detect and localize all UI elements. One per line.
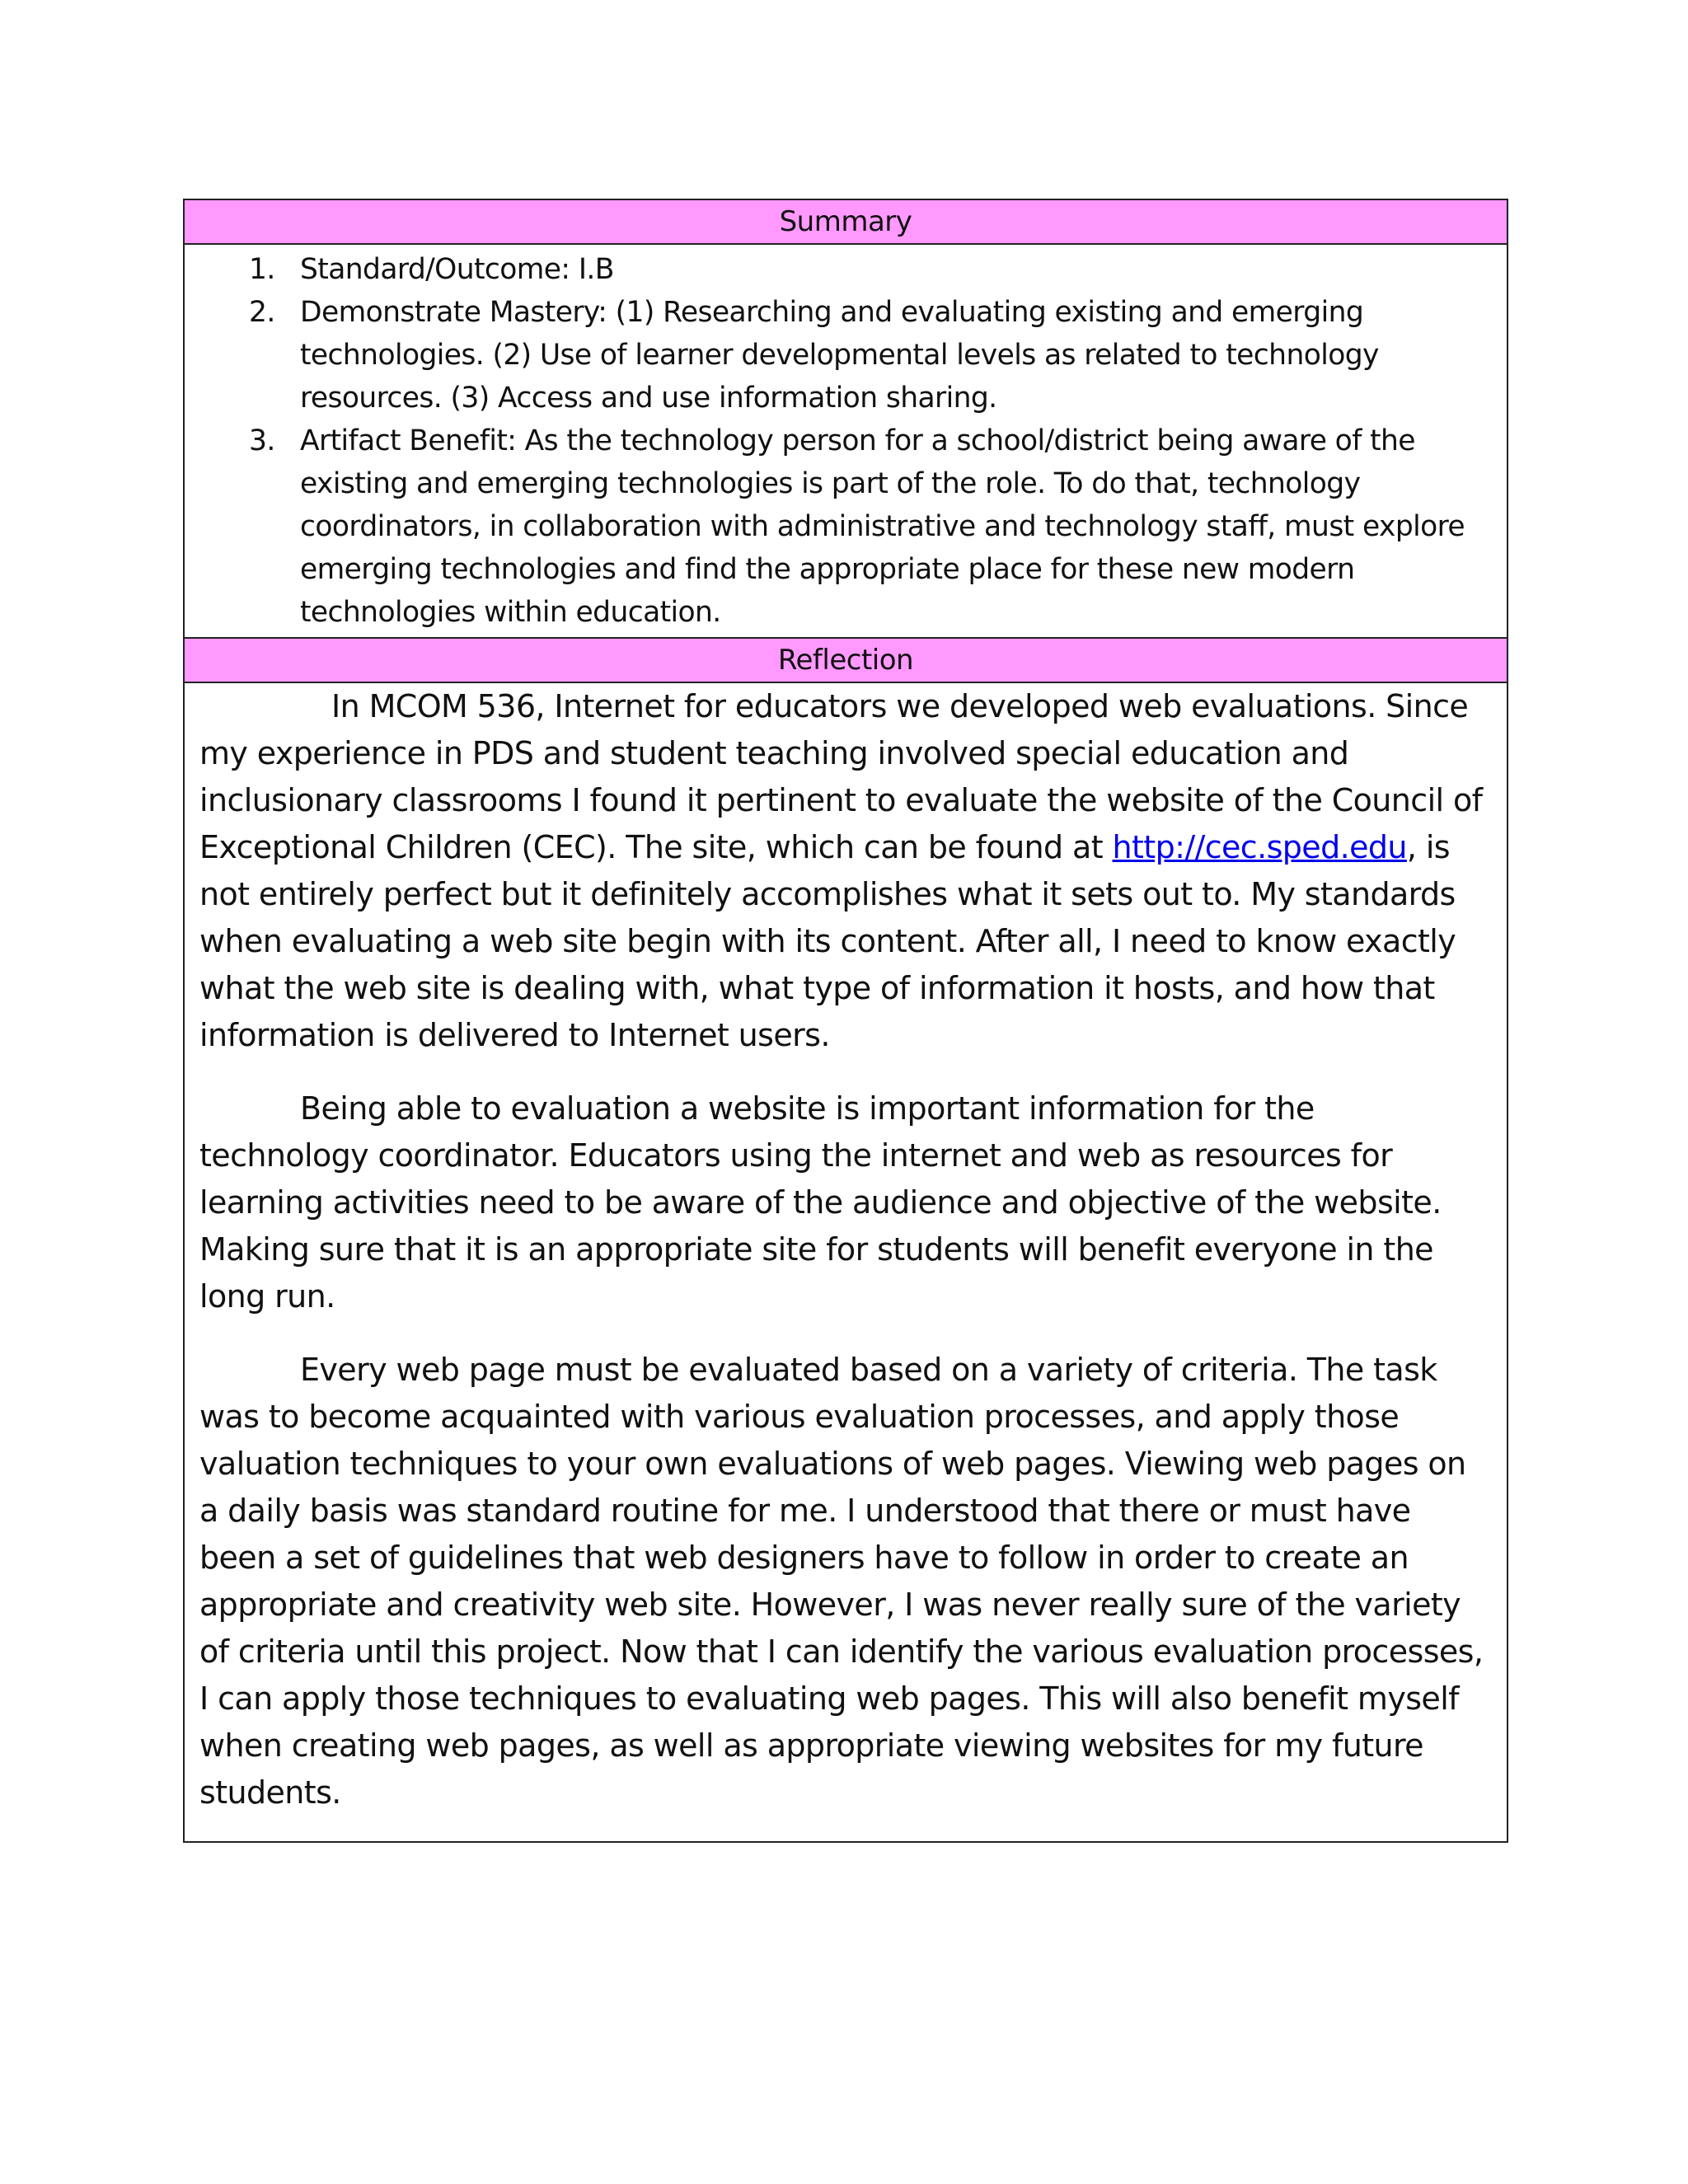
summary-item-artifact-benefit <box>185 419 1507 634</box>
reflection-body <box>185 683 1507 1841</box>
summary-header: Summary <box>185 200 1507 245</box>
summary-item-text: Demonstrate Mastery: (1) Researching and evaluating existing and emerging technologies. (2) Use of learner developmental levels as related to technology resources. (3) Access and use information sharing. <box>300 296 1379 415</box>
reflection-paragraph-1 <box>199 683 1489 1059</box>
reflection-paragraph-2: Being able to evaluation a website is important information for the technology coordinator. Educators using the internet and web as resources for learning activities need to be aware of the audience and objective of the website. Making sure that it is an appropriate site for students will benefit everyone in the long run. <box>199 1090 1442 1315</box>
list-number: 3. <box>249 424 275 457</box>
reflection-paragraph-3: Every web page must be evaluated based on a variety of criteria. The task was to become acquainted with various evaluation processes, and apply those valuation techniques to your own evaluations of web pages. Viewing web pages on a daily basis was standard routine for me. I understood that there or must have been a set of guidelines that web designers have to follow in order to create an appropriate and creativity web site. However, I was never really sure of the variety of criteria until this project. Now that I can identify the various evaluation processes, I can apply those techniques to evaluating web pages. This will also benefit myself when creating web pages, as well as appropriate viewing websites for my future students. <box>199 1352 1484 1811</box>
summary-item-standard <box>185 248 1507 291</box>
summary-list <box>185 248 1507 634</box>
summary-item-text: Artifact Benefit: As the technology person for a school/district being aware of the existing and emerging technologies is part of the role. To do that, technology coordinators, in collaboration with administrative and technology staff, must explore emerging technologies and find the appropriate place for these new modern technologies within education. <box>300 424 1465 629</box>
paragraph-text: In MCOM 536, Internet for educators we developed web evaluations. Since my experience in PDS and student teaching involved special education and inclusionary classrooms I found it pertinent to evaluate the website of the Council of Exceptional Children (CEC). The site, which can be found at <box>199 688 1483 865</box>
summary-item-text: Standard/Outcome: I.B <box>300 253 614 286</box>
list-number: 1. <box>249 253 275 286</box>
cec-website-link[interactable]: http://cec.sped.edu <box>1112 829 1407 865</box>
summary-body <box>185 245 1507 639</box>
list-number: 2. <box>249 296 275 329</box>
summary-reflection-table <box>183 199 1508 1843</box>
summary-item-mastery <box>185 291 1507 419</box>
reflection-header: Reflection <box>185 639 1507 683</box>
paragraph-text: , is not entirely perfect but it definitely accomplishes what it sets out to. My standards when evaluating a web site begin with its content. After all, I need to know exactly what the web site is dealing with, what type of information it hosts, and how that information is delivered to Internet users. <box>199 829 1456 1053</box>
